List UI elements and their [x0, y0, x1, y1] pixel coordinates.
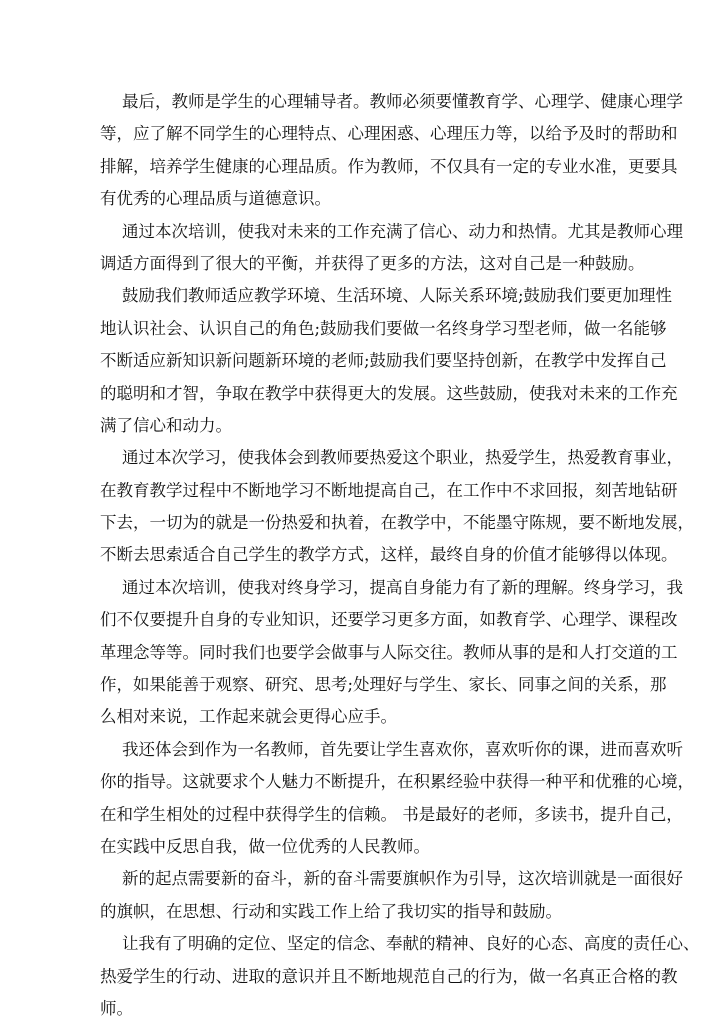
text-line: 么相对来说，工作起来就会更得心应手。: [100, 707, 397, 727]
text-line: 在和学生相处的过程中获得学生的信赖。 书是最好的老师，多读书，提升自己，: [100, 804, 683, 824]
text-line: 师。: [100, 998, 133, 1018]
text-line: 革理念等等。同时我们也要学会做事与人际交往。教师从事的是和人打交道的工: [100, 642, 678, 662]
paragraph-1: [100, 86, 683, 216]
text-line: 不断适应新知识新问题新环境的老师;鼓励我们要坚持创新，在教学中发挥自己: [100, 351, 667, 371]
text-line: 有优秀的心理品质与道德意识。: [100, 189, 331, 209]
text-line: 的聪明和才智，争取在教学中获得更大的发展。这些鼓励，使我对未来的工作充: [100, 383, 678, 403]
paragraph-6: [100, 734, 694, 864]
text-line: 排解，培养学生健康的心理品质。作为教师，不仅具有一定的专业水准，更要具: [100, 156, 678, 176]
text-line: 作，如果能善于观察、研究、思考;处理好与学生、家长、同事之间的关系，那: [100, 675, 667, 695]
text-line: 调适方面得到了很大的平衡，并获得了更多的方法，这对自己是一种鼓励。: [100, 253, 645, 273]
text-line: 不断去思索适合自己学生的教学方式，这样，最终自身的价值才能够得以体现。: [100, 545, 678, 565]
text-line: 通过本次学习，使我体会到教师要热爱这个职业，热爱学生，热爱教育事业，: [122, 448, 683, 468]
text-line: 等，应了解不同学生的心理特点、心理困惑、心理压力等，以给予及时的帮助和: [100, 124, 678, 144]
paragraph-2: [100, 216, 683, 281]
text-line: 在实践中反思自我，做一位优秀的人民教师。: [100, 836, 430, 856]
text-line: 下去，一切为的就是一份热爱和执着，在教学中，不能墨守陈规，要不断地发展，: [100, 513, 694, 533]
text-line: 在教育教学过程中不断地学习不断地提高自己，在工作中不求回报，刻苦地钻研: [100, 480, 678, 500]
paragraph-5: [100, 572, 683, 734]
document-body: [100, 86, 700, 1025]
text-line: 鼓励我们教师适应教学环境、生活环境、人际关系环境;鼓励我们要更加理性: [122, 286, 673, 306]
text-line: 满了信心和动力。: [100, 415, 232, 435]
text-line: 你的指导。这就要求个人魅力不断提升，在积累经验中获得一种平和优雅的心境，: [100, 772, 694, 792]
text-line: 热爱学生的行动、进取的意识并且不断地规范自己的行为，做一名真正合格的教: [100, 966, 678, 986]
text-line: 地认识社会、认识自己的角色;鼓励我们要做一名终身学习型老师，做一名能够: [100, 318, 667, 338]
paragraph-7: [100, 863, 683, 928]
paragraph-3: [100, 280, 678, 442]
text-line: 通过本次培训，使我对终身学习，提高自身能力有了新的理解。终身学习，我: [122, 577, 683, 597]
text-line: 让我有了明确的定位、坚定的信念、奉献的精神、良好的心态、高度的责任心、: [122, 934, 700, 954]
text-line: 新的起点需要新的奋斗，新的奋斗需要旗帜作为引导，这次培训就是一面很好: [122, 869, 683, 889]
paragraph-8: [100, 928, 700, 1025]
text-line: 最后，教师是学生的心理辅导者。教师必须要懂教育学、心理学、健康心理学: [122, 92, 683, 111]
paragraph-4: [100, 442, 694, 572]
text-line: 的旗帜，在思想、行动和实践工作上给了我切实的指导和鼓励。: [100, 901, 562, 921]
text-line: 我还体会到作为一名教师，首先要让学生喜欢你，喜欢听你的课，进而喜欢听: [122, 739, 683, 759]
text-line: 通过本次培训，使我对未来的工作充满了信心、动力和热情。尤其是教师心理: [122, 221, 683, 241]
text-line: 们不仅要提升自身的专业知识，还要学习更多方面，如教育学、心理学、课程改: [100, 610, 678, 630]
